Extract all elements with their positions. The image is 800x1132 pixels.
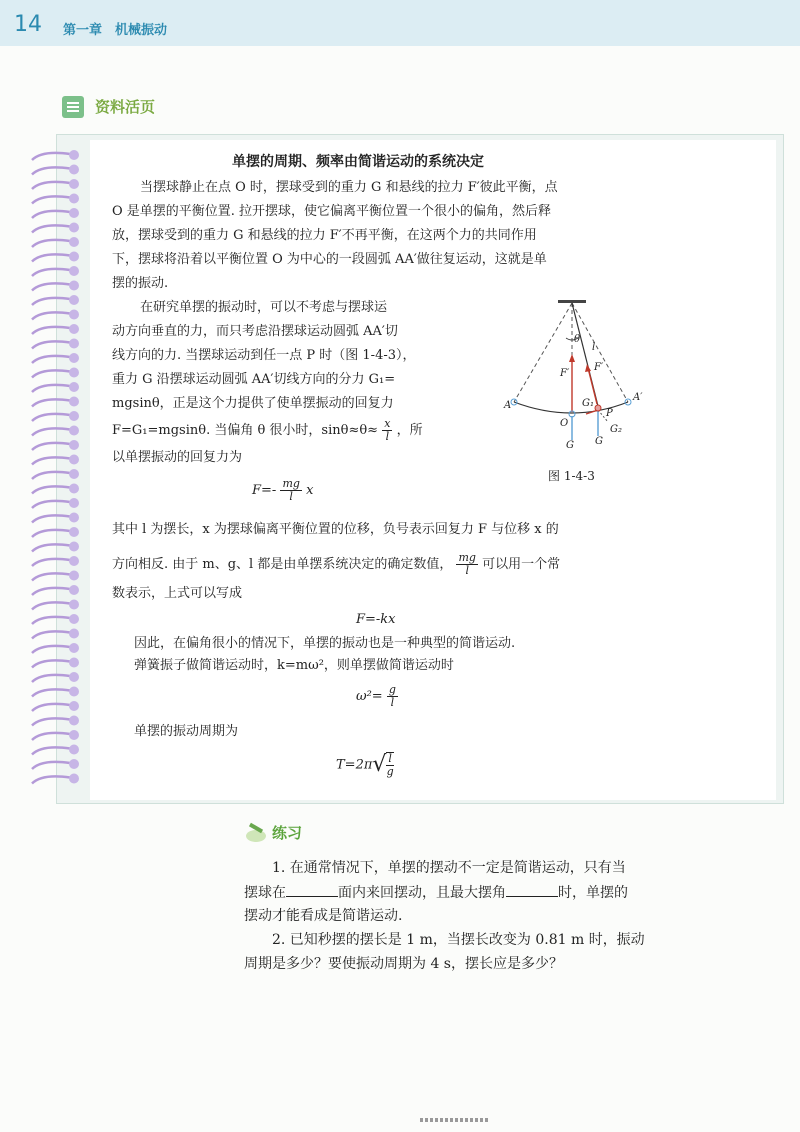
spiral-hole — [69, 730, 79, 740]
spiral-ring — [32, 370, 70, 377]
spiral-hole — [69, 339, 79, 349]
spiral-hole — [69, 687, 79, 697]
para1-line: 当摆球静止在点 O 时，摆球受到的重力 G 和悬线的拉力 F′彼此平衡，点 — [140, 180, 558, 195]
fraction-numerator: mg — [458, 551, 476, 564]
string-right — [572, 303, 628, 402]
practice-title: 练习 — [272, 824, 303, 842]
spiral-hole — [69, 701, 79, 711]
para2-line-formula — [112, 418, 423, 443]
formula-text: ，所 — [396, 423, 423, 438]
pivot-support — [558, 300, 586, 303]
equation-restoring-force — [252, 478, 313, 503]
spiral-hole — [69, 614, 79, 624]
arrow-head — [569, 354, 575, 362]
spiral-ring — [32, 283, 70, 290]
spiral-ring — [32, 602, 70, 609]
spiral-hole — [69, 658, 79, 668]
fraction — [386, 752, 394, 778]
spiral-hole — [69, 498, 79, 508]
fraction — [387, 684, 398, 709]
label-g1: G₁ — [582, 398, 594, 409]
para1-line: 放，摆球受到的重力 G 和悬线的拉力 F′不再平衡，在这两个力的共同作用 — [112, 228, 537, 243]
question-text: 时，单摆的 — [558, 885, 628, 901]
chapter-title: 第一章 机械振动 — [63, 23, 168, 38]
spiral-ring — [32, 559, 70, 566]
spiral-ring — [32, 472, 70, 479]
bob-current — [595, 405, 601, 411]
spiral-hole — [69, 382, 79, 392]
spiral-ring — [32, 675, 70, 682]
spiral-hole — [69, 179, 79, 189]
question-text: 摆球在 — [244, 885, 286, 901]
spiral-ring — [32, 211, 70, 218]
pendulum-figure — [500, 298, 670, 458]
spiral-ring — [32, 747, 70, 754]
spiral-hole — [69, 556, 79, 566]
spiral-hole — [69, 455, 79, 465]
label-theta: θ — [574, 334, 581, 345]
spiral-ring — [32, 182, 70, 189]
spiral-ring — [32, 660, 70, 667]
spiral-hole — [69, 165, 79, 175]
document-icon — [62, 96, 84, 118]
spiral-ring — [32, 704, 70, 711]
spiral-ring — [32, 443, 70, 450]
para2-line: 动方向垂直的力，而只考虑沿摆球运动圆弧 AA′切 — [112, 324, 398, 339]
label-g-left: G — [566, 440, 574, 451]
equation-hooke: F=-kx — [356, 612, 396, 627]
fraction-denominator: l — [390, 696, 395, 709]
spiral-ring — [32, 240, 70, 247]
string-left — [514, 303, 572, 402]
fraction — [280, 478, 301, 503]
fraction-numerator: x — [384, 417, 391, 430]
spiral-ring — [32, 689, 70, 696]
label-o: O — [560, 418, 569, 429]
spiral-ring — [32, 269, 70, 276]
spiral-ring — [32, 414, 70, 421]
spiral-hole — [69, 469, 79, 479]
formula-text: 可以用一个常 — [482, 557, 561, 572]
fraction-denominator: g — [386, 765, 394, 778]
answer-blank[interactable] — [286, 882, 338, 897]
spiral-ring — [32, 501, 70, 508]
spiral-hole — [69, 629, 79, 639]
spiral-hole — [69, 745, 79, 755]
eq-left: F=- — [252, 483, 277, 498]
spiral-hole — [69, 208, 79, 218]
spiral-hole — [69, 600, 79, 610]
spiral-ring — [32, 298, 70, 305]
spiral-hole — [69, 281, 79, 291]
formula-text: F=G₁=mgsinθ. 当偏角 θ 很小时，sinθ≈θ≈ — [112, 423, 379, 438]
spiral-hole — [69, 527, 79, 537]
para2-line: 以单摆振动的回复力为 — [112, 450, 243, 465]
para5-line: 单摆的振动周期为 — [134, 724, 239, 739]
spiral-ring — [32, 631, 70, 638]
spiral-hole — [69, 237, 79, 247]
spiral-hole — [69, 150, 79, 160]
spiral-ring — [32, 225, 70, 232]
question-1-line — [244, 882, 628, 903]
spiral-hole — [69, 672, 79, 682]
question-2-line: 2. 已知秒摆的摆长是 1 m，当摆长改变为 0.81 m 时，振动 — [272, 932, 645, 948]
para2-line: mgsinθ，正是这个力提供了使单摆振动的回复力 — [112, 396, 394, 411]
spiral-ring — [32, 646, 70, 653]
spiral-ring — [32, 588, 70, 595]
eq-left: T=2π — [336, 757, 373, 773]
para2-line: 在研究单摆的振动时，可以不考虑与摆球运 — [140, 300, 388, 315]
spiral-ring — [32, 457, 70, 464]
equation-period — [336, 752, 394, 778]
box-title: 单摆的周期、频率由简谐运动的系统决定 — [232, 154, 484, 170]
pencil-icon — [245, 822, 267, 844]
spiral-ring — [32, 153, 70, 160]
para2-line: 重力 G 沿摆球运动圆弧 AA′切线方向的分力 G₁= — [112, 372, 396, 387]
label-l: l — [592, 342, 596, 353]
spiral-ring — [32, 718, 70, 725]
fraction-denominator: l — [289, 490, 293, 503]
spiral-hole — [69, 440, 79, 450]
spiral-hole — [69, 643, 79, 653]
spiral-hole — [69, 759, 79, 769]
spiral-hole — [69, 368, 79, 378]
formula-text: 方向相反. 由于 m、g、l 都是由单摆系统决定的确定数值， — [112, 557, 453, 572]
spiral-hole — [69, 353, 79, 363]
spiral-hole — [69, 324, 79, 334]
spiral-binding-icon — [26, 148, 86, 788]
spiral-hole — [69, 585, 79, 595]
fraction-numerator: l — [388, 752, 392, 765]
spiral-ring — [32, 167, 70, 174]
figure-caption: 图 1-4-3 — [548, 469, 595, 483]
page-bottom-mark — [420, 1118, 490, 1122]
fraction-numerator: mg — [282, 477, 300, 490]
label-a-prime: A′ — [633, 392, 643, 403]
spiral-hole — [69, 397, 79, 407]
spiral-hole — [69, 223, 79, 233]
eq-right: x — [306, 483, 314, 498]
para4-line: 因此，在偏角很小的情况下，单摆的振动也是一种典型的简谐运动. — [134, 636, 516, 651]
fraction — [382, 418, 392, 443]
spiral-ring — [32, 573, 70, 580]
equation-omega — [356, 684, 398, 709]
spiral-ring — [32, 356, 70, 363]
spiral-ring — [32, 617, 70, 624]
spiral-ring — [32, 385, 70, 392]
fraction-denominator: l — [465, 564, 469, 577]
spiral-hole — [69, 411, 79, 421]
para3-line: 其中 l 为摆长，x 为摆球偏离平衡位置的位移，负号表示回复力 F 与位移 x 的 — [112, 522, 559, 537]
spiral-hole — [69, 716, 79, 726]
question-1-line: 摆动才能看成是简谐运动. — [244, 908, 403, 924]
question-text: 面内来回摆动，且最大摆角 — [338, 885, 506, 901]
spiral-ring — [32, 515, 70, 522]
label-f1: F′ — [560, 368, 570, 379]
spiral-ring — [32, 399, 70, 406]
spiral-ring — [32, 341, 70, 348]
label-f2: F′ — [594, 362, 604, 373]
spiral-hole — [69, 542, 79, 552]
sqrt-icon: √ — [372, 752, 387, 777]
spiral-ring — [32, 196, 70, 203]
spiral-hole — [69, 571, 79, 581]
spiral-hole — [69, 426, 79, 436]
spiral-ring — [32, 428, 70, 435]
label-p: P — [606, 408, 613, 419]
spiral-hole — [69, 774, 79, 784]
para1-line: 下，摆球将沿着以平衡位置 O 为中心的一段圆弧 AA′做往复运动，这就是单 — [112, 252, 547, 267]
para1-line: 摆的振动. — [112, 276, 169, 291]
fraction — [456, 552, 477, 577]
para4-line: 弹簧振子做简谐运动时，k=mω²，则单摆做简谐运动时 — [134, 658, 454, 673]
spiral-ring — [32, 312, 70, 319]
spiral-hole — [69, 310, 79, 320]
spiral-hole — [69, 252, 79, 262]
spiral-ring — [32, 530, 70, 537]
page-header — [0, 0, 800, 46]
spiral-ring — [32, 327, 70, 334]
spiral-hole — [69, 484, 79, 494]
page-number: 14 — [14, 12, 42, 37]
spiral-ring — [32, 254, 70, 261]
label-g-right: G — [595, 436, 603, 447]
label-a: A — [504, 400, 512, 411]
question-1-line: 1. 在通常情况下，单摆的摆动不一定是简谐运动，只有当 — [272, 860, 626, 876]
spiral-ring — [32, 733, 70, 740]
eq-left: ω²= — [356, 689, 383, 704]
para3-line: 数表示，上式可以写成 — [112, 586, 243, 601]
label-g2: G₂ — [610, 424, 622, 435]
spiral-hole — [69, 513, 79, 523]
para1-line: O 是单摆的平衡位置. 拉开摆球，使它偏离平衡位置一个很小的偏角，然后释 — [112, 204, 552, 219]
question-2-line: 周期是多少？要使振动周期为 4 s，摆长应是多少？ — [244, 956, 563, 972]
spiral-hole — [69, 295, 79, 305]
para3-line-formula — [112, 552, 560, 577]
answer-blank[interactable] — [506, 882, 558, 897]
spiral-hole — [69, 194, 79, 204]
fraction-numerator: g — [388, 683, 396, 696]
spiral-ring — [32, 486, 70, 493]
spiral-ring — [32, 544, 70, 551]
section-title: 资料活页 — [95, 98, 156, 116]
spiral-hole — [69, 266, 79, 276]
fraction-denominator: l — [385, 430, 390, 443]
spiral-ring — [32, 776, 70, 783]
spiral-ring — [32, 762, 70, 769]
para2-line: 线方向的力. 当摆球运动到任一点 P 时（图 1-4-3）， — [112, 348, 416, 363]
